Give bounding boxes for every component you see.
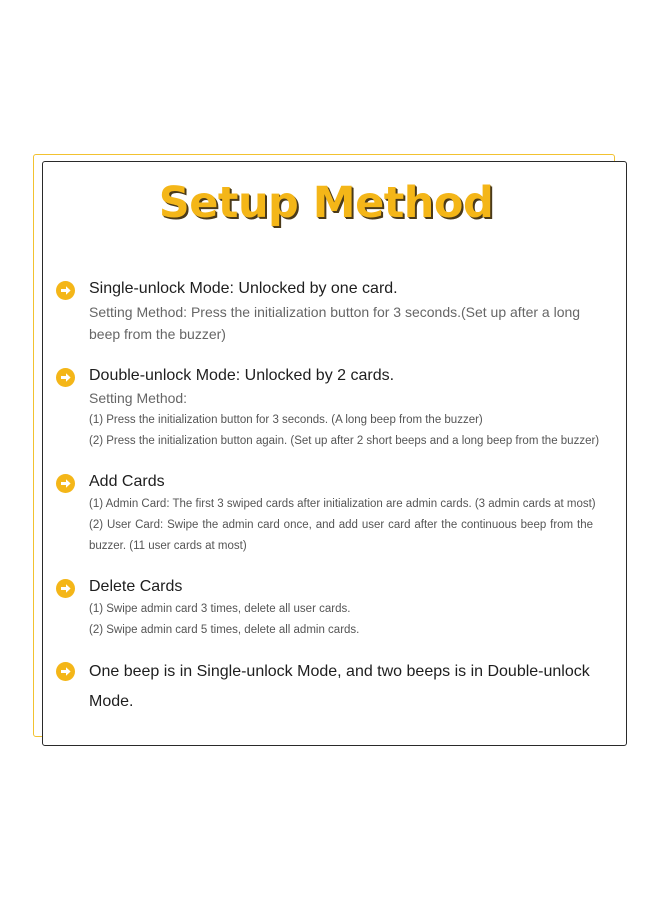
section-description: Setting Method: Press the initialization button for 3 seconds.(Set up after a long beep from the buzzer): [89, 304, 581, 342]
section-description: Setting Method:: [89, 390, 188, 406]
section-heading: Delete Cards: [89, 578, 183, 595]
list-item: (1) Swipe admin card 3 times, delete all user cards.: [89, 603, 351, 615]
page-title: Setup Method: [158, 178, 494, 228]
note-text: One beep is in Single-unlock Mode, and two beeps is in Double-unlock Mode.: [89, 663, 590, 710]
arrow-right-circle-icon: [56, 368, 75, 387]
section-heading: Add Cards: [89, 473, 165, 490]
list-item: (1) Admin Card: The first 3 swiped cards after initialization are admin cards. (3 admin cards at most): [89, 498, 596, 510]
arrow-right-circle-icon: [56, 281, 75, 300]
list-item: (2) Press the initialization button again. (Set up after 2 short beeps and a long beep from the buzzer): [89, 435, 600, 447]
section-heading: Single-unlock Mode: Unlocked by one card.: [89, 280, 398, 297]
arrow-right-circle-icon: [56, 579, 75, 598]
arrow-right-circle-icon: [56, 662, 75, 681]
list-item: (2) User Card: Swipe the admin card once, and add user card after the continuous beep from the buzzer. (11 user cards at most): [89, 519, 593, 552]
arrow-right-circle-icon: [56, 474, 75, 493]
list-item: (1) Press the initialization button for 3 seconds. (A long beep from the buzzer): [89, 414, 483, 426]
list-item: (2) Swipe admin card 5 times, delete all admin cards.: [89, 624, 360, 636]
section-heading: Double-unlock Mode: Unlocked by 2 cards.: [89, 367, 395, 384]
